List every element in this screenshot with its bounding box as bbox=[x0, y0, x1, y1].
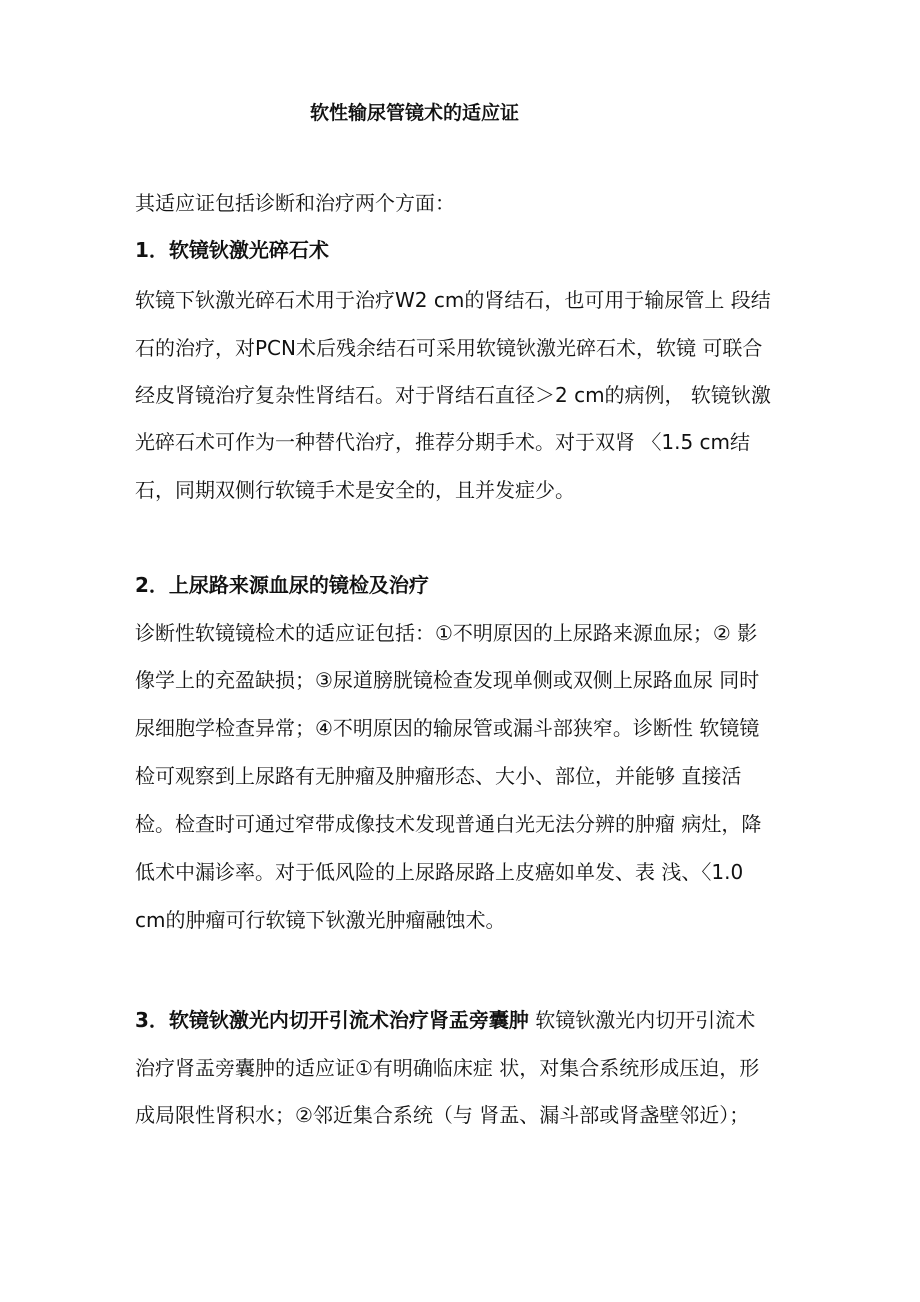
section-2-line: 检。检查时可通过窄带成像技术发现普通白光无法分辨的肿瘤 病灶，降 bbox=[135, 812, 762, 836]
section-2-line: 诊断性软镜镜检术的适应证包括：①不明原因的上尿路来源血尿；② 影 bbox=[135, 621, 758, 645]
section-1-line: 软镜下钬激光碎石术用于治疗W2 cm的肾结石，也可用于输尿管上 段结 bbox=[135, 288, 771, 312]
section-2-heading: 2．上尿路来源血尿的镜检及治疗 bbox=[135, 573, 429, 597]
intro-text: 其适应证包括诊断和治疗两个方面： bbox=[135, 191, 455, 215]
section-1-line: 经皮肾镜治疗复杂性肾结石。对于肾结石直径＞2 cm的病例， 软镜钬激 bbox=[135, 383, 771, 407]
section-2-line: cm的肿瘤可行软镜下钬激光肿瘤融蚀术。 bbox=[135, 908, 506, 932]
section-2-line: 检可观察到上尿路有无肿瘤及肿瘤形态、大小、部位，并能够 直接活 bbox=[135, 764, 742, 788]
section-3-line: 治疗肾盂旁囊肿的适应证①有明确临床症 状，对集合系统形成压迫，形 bbox=[135, 1056, 760, 1080]
section-1-line: 石，同期双侧行软镜手术是安全的，且并发症少。 bbox=[135, 478, 575, 502]
section-2-line: 尿细胞学检查异常；④不明原因的输尿管或漏斗部狭窄。诊断性 软镜镜 bbox=[135, 716, 760, 740]
section-3-line: 软镜钬激光内切开引流术 bbox=[528, 1008, 756, 1032]
section-1-line: 光碎石术可作为一种替代治疗，推荐分期手术。对于双肾 〈1.5 cm结 bbox=[135, 430, 750, 454]
section-2-line: 像学上的充盈缺损；③尿道膀胱镜检查发现单侧或双侧上尿路血尿 同时 bbox=[135, 668, 760, 692]
section-3-heading: 3．软镜钬激光内切开引流术治疗肾盂旁囊肿 bbox=[135, 1008, 529, 1032]
section-1-line: 石的治疗，对PCN术后残余结石可采用软镜钬激光碎石术，软镜 可联合 bbox=[135, 336, 763, 360]
section-3-first-line bbox=[135, 1008, 755, 1032]
section-1-heading: 1．软镜钬激光碎石术 bbox=[135, 238, 329, 262]
section-2-line: 低术中漏诊率。对于低风险的上尿路尿路上皮癌如单发、表 浅、〈1.0 bbox=[135, 860, 744, 884]
document-title: 软性输尿管镜术的适应证 bbox=[310, 102, 520, 124]
section-3-line: 成局限性肾积水；②邻近集合系统（与 肾盂、漏斗部或肾盏壁邻近）； bbox=[135, 1103, 750, 1127]
